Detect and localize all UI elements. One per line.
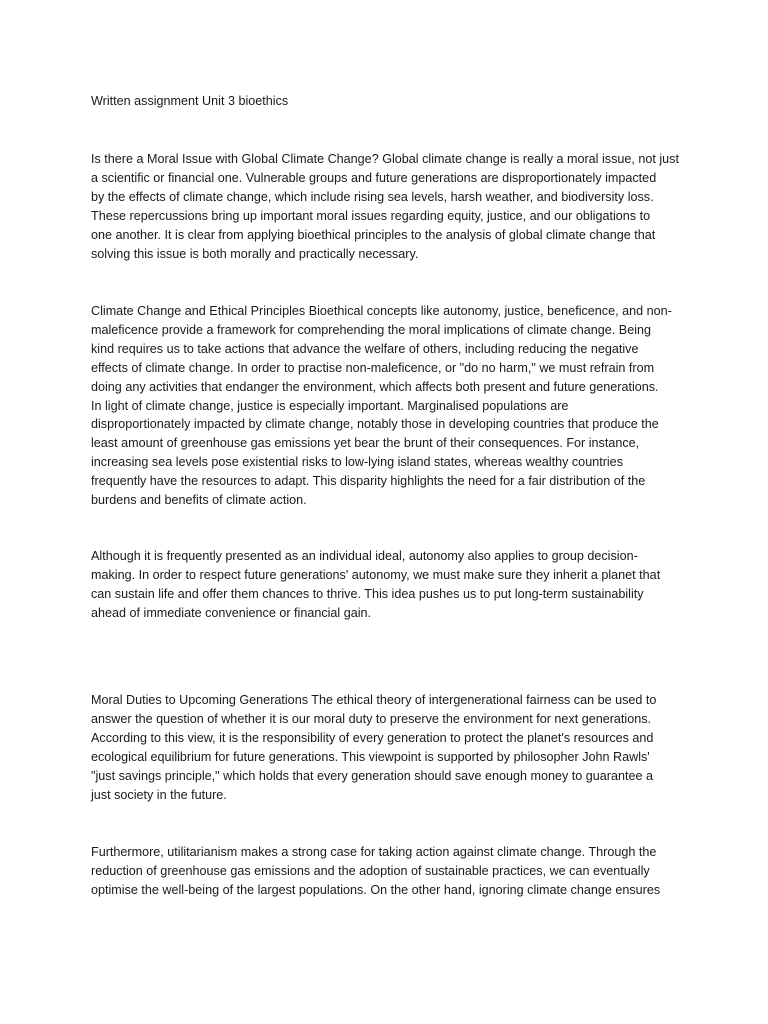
paragraph-moral-issue: Is there a Moral Issue with Global Climate Change? Global climate change is really a moral issue, not just a scientific or financial one. Vulnerable groups and future generations are disproportionately impacted by the effects of climate change, which include rising sea levels, harsh weather, and biodiversity loss. These repercussions bring up important moral issues regarding equity, justice, and our obligations to one another. It is clear from applying bioethical principles to the analysis of global climate change that solving this issue is both morally and practically necessary.	[91, 152, 679, 261]
document-title: Written assignment Unit 3 bioethics	[91, 94, 289, 108]
paragraph-moral-duties: Moral Duties to Upcoming Generations The ethical theory of intergenerational fairness can be used to answer the question of whether it is our moral duty to preserve the environment for next generations. According to this view, it is the responsibility of every generation to protect the planet's resources and ecological equilibrium for future generations. This viewpoint is supported by philosopher John Rawls' "just savings principle," which holds that every generation should save enough money to guarantee a just society in the future.	[91, 693, 657, 802]
paragraph-ethical-principles: Climate Change and Ethical Principles Bioethical concepts like autonomy, justice, beneficence, and non- maleficence provide a framework for comprehending the moral implications of climate change. Being kind requires us to take actions that advance the welfare of others, including reducing the negative effects of climate change. In order to practise non-maleficence, or "do no harm," we must refrain from doing any activities that endanger the environment, which affects both present and future generations. In light of climate change, justice is especially important. Marginalised populations are disproportionately impacted by climate change, notably those in developing countries that produce the least amount of greenhouse gas emissions yet bear the brunt of their consequences. For instance, increasing sea levels pose existential risks to low-lying island states, whereas wealthy countries frequently have the resources to adapt. This disparity highlights the need for a fair distribution of the burdens and benefits of climate action.	[91, 304, 672, 508]
paragraph-autonomy: Although it is frequently presented as an individual ideal, autonomy also applies to group decision- making. In order to respect future generations' autonomy, we must make sure they inherit a planet that can sustain life and offer them chances to thrive. This idea pushes us to put long-term sustainability ahead of immediate convenience or financial gain.	[91, 549, 661, 620]
paragraph-utilitarianism: Furthermore, utilitarianism makes a strong case for taking action against climate change. Through the reduction of greenhouse gas emissions and the adoption of sustainable practices, we can eventually optimise the well-being of the largest populations. On the other hand, ignoring climate change ensures	[91, 845, 661, 897]
